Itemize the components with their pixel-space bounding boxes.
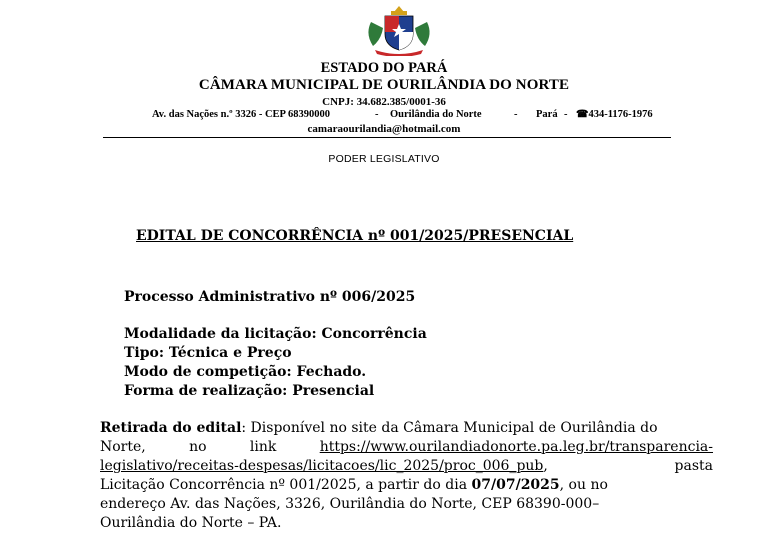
word: no (189, 439, 207, 455)
retirada-label: Retirada do edital (100, 420, 242, 436)
forma-field: Forma de realização: Presencial (124, 383, 375, 399)
header-divider (103, 137, 671, 138)
state-name: ESTADO DO PARÁ (320, 60, 448, 76)
link-continuation-wrap (100, 458, 548, 474)
word: link (249, 439, 277, 455)
retirada-text: , ou no (559, 477, 608, 493)
modo-field: Modo de competição: Fechado. (124, 364, 367, 380)
tipo-field: Tipo: Técnica e Preço (124, 345, 292, 361)
address-state: Pará (536, 109, 558, 120)
address-phone (576, 109, 653, 120)
punctuation: , (543, 458, 548, 474)
processo-field: Processo Administrativo nº 006/2025 (124, 289, 416, 305)
address-street: Av. das Nações n.º 3326 - CEP 68390000 (152, 109, 330, 120)
address-separator: - (564, 109, 568, 120)
retirada-line-6: Ourilândia do Norte – PA. (100, 515, 282, 531)
retirada-text: Licitação Concorrência nº 001/2025, a partir do dia (100, 477, 472, 493)
retirada-line-3 (100, 458, 713, 474)
word: Norte, (100, 439, 146, 455)
address-separator: - (375, 109, 379, 120)
retirada-line-1 (100, 420, 713, 436)
retirada-line-2 (100, 439, 713, 455)
edital-title: EDITAL DE CONCORRÊNCIA nº 001/2025/PRESENCIAL (136, 228, 574, 244)
phone-number: 434-1176-1976 (588, 109, 653, 120)
edital-link[interactable]: https://www.ourilandiadonorte.pa.leg.br/transparencia- (319, 439, 713, 455)
chamber-name: CÂMARA MUNICIPAL DE OURILÂNDIA DO NORTE (198, 77, 570, 93)
address-city: Ourilândia do Norte (390, 109, 482, 120)
cnpj: CNPJ: 34.682.385/0001-36 (322, 96, 446, 108)
branch-label: PODER LEGISLATIVO (328, 153, 440, 165)
municipal-coat-of-arms-icon (361, 4, 437, 56)
telephone-icon: ☎ (576, 109, 589, 120)
modalidade-field: Modalidade da licitação: Concorrência (124, 326, 427, 342)
retirada-line-4 (100, 477, 713, 493)
word: pasta (674, 458, 713, 474)
email-address: camaraourilandia@hotmail.com (307, 123, 461, 135)
retirada-date: 07/07/2025 (471, 477, 560, 493)
address-separator: - (514, 109, 518, 120)
edital-link-continued[interactable]: legislativo/receitas-despesas/licitacoes/lic_2025/proc_006_pub (100, 458, 544, 474)
retirada-line-5: endereço Av. das Nações, 3326, Ourilândia do Norte, CEP 68390-000– (100, 496, 600, 512)
retirada-text: : Disponível no site da Câmara Municipal de Ourilândia do (241, 420, 658, 436)
